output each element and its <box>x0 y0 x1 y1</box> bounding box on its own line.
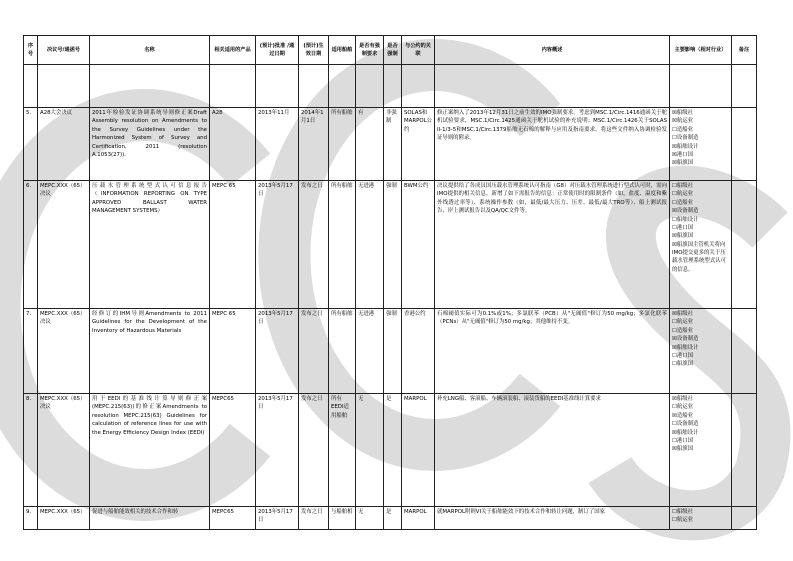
row-impact <box>670 181 732 309</box>
row-product: MEPC 65 <box>210 181 256 309</box>
row-effect-date: 2014年1月1日 <box>299 108 329 181</box>
impact-item: ☒船舶设计 <box>672 344 699 351</box>
row-scope: 所有船舶 <box>329 309 356 394</box>
table-row <box>24 507 757 530</box>
row-content: 就MARPOL附则VI关于船舶能效下的技术合作和转让问题，制订了国家 <box>435 507 670 530</box>
row-effect-date: 发布之日 <box>299 507 329 530</box>
table-row <box>24 181 757 309</box>
row-resolution: MEPC.XXX（65） <box>38 507 90 530</box>
impact-item: ☐港口国 <box>672 352 694 359</box>
impact-item: ☒船舶设计 <box>672 429 699 436</box>
header-impact: 主要影响（相对行业） <box>670 36 732 65</box>
header-remark: 备注 <box>732 36 757 65</box>
row-no: 7. <box>24 309 38 394</box>
row-mandatory: 是 <box>384 507 402 530</box>
impact-item: ☐设备制造 <box>672 135 699 142</box>
row-impact <box>670 108 732 181</box>
row-title: 压载水管理系统型式认可信息报告（INFORMATION REPORTING ON TYPE APPROVED BALLAST WATER MANAGEMENT SYSTEMS） <box>90 181 210 309</box>
row-title: 用于EEDI的基准线计算导则修正案(MEPC.215(63))的修正案Amendments to resolution MEPC.215(63) Guidelines for calculation of reference lines for use with the Energy Efficiency Design Index (EEDI) <box>90 394 210 507</box>
row-adopt-date: 2013年5月17日 <box>256 309 299 394</box>
regulation-table <box>23 35 757 530</box>
row-no: 6. <box>24 181 38 309</box>
row-remark <box>732 108 757 181</box>
row-scope: 所有船舶 <box>329 181 356 309</box>
header-adopt-date: (预计)批准 /通过日期 <box>256 36 299 65</box>
impact-item: ☒船舶设计 <box>672 143 699 150</box>
row-effect-date: 发布之日 <box>299 394 329 507</box>
row-mandatory: 强制 <box>384 181 402 309</box>
row-adopt-date: 2013年5月17日 <box>256 181 299 309</box>
impact-item: ☐造船业 <box>672 126 694 133</box>
row-adopt-date: 2013年11月 <box>256 108 299 181</box>
row-remark <box>732 394 757 507</box>
row-effect-date: 发布之日 <box>299 181 329 309</box>
row-adopt-date: 2013年5月17日 <box>256 394 299 507</box>
row-scope: 所有船舶 <box>329 108 356 181</box>
impact-item: ☐港口国 <box>672 224 694 231</box>
impact-item: ☐船旗国 <box>672 361 694 368</box>
impact-item: ☐港口国 <box>672 437 694 444</box>
row-mandatory: 是 <box>384 394 402 507</box>
header-mandatory: 是否强制 <box>384 36 402 65</box>
header-row <box>24 36 757 65</box>
header-scope: 适用船舶 <box>329 36 356 65</box>
header-content: 内容概述 <box>435 36 670 65</box>
header-no: 序号 <box>24 36 38 65</box>
row-related: 香港公约 <box>402 309 435 394</box>
row-title: 2011年检验发证协调系统导则修正案Draft Assembly resolution on Amendments to the Survey Guidelines under the Harmonized System of Survey and Certification, 2011 (resolution A.1053(27)). <box>90 108 210 181</box>
row-related: MARPOL <box>402 394 435 507</box>
impact-item: ☐船级社 <box>672 183 694 189</box>
header-effect-date: (预计)生效日期 <box>299 36 329 65</box>
impact-item: ☒船旗国 <box>672 160 694 167</box>
row-content: 石棉阈值实际可为0.1%或1%；多氯联苯（PCB）从"无阈值"修订为50 mg/kg；多氯化联苯（PCNs）从"无阈值"修订为50 mg/kg；其他维持不变。 <box>435 309 670 394</box>
row-no: 9. <box>24 507 38 530</box>
impact-item: ☐设备制造 <box>672 421 699 428</box>
impact-item: ☐航运业 <box>672 517 694 524</box>
row-related: SOLAS和MARPOL公约 <box>402 108 435 181</box>
impact-item: ☐造船业 <box>672 199 694 206</box>
impact-item: ☒造船业 <box>672 412 694 419</box>
header-product: 相关适用的产品 <box>210 36 256 65</box>
row-content: 补充LNG船、客滚船、车辆滚装船、滚装货船的EEDI基准线计算要求 <box>435 394 670 507</box>
impact-item: ☐造船业 <box>672 327 694 334</box>
row-impact <box>670 394 732 507</box>
impact-item: ☐船舶设计 <box>672 216 699 223</box>
row-effect-date: 发布之日 <box>299 309 329 394</box>
impact-item: ☐航运业 <box>672 319 694 326</box>
impact-item: ☒航运业 <box>672 118 694 125</box>
row-cert: 无进港 <box>356 181 384 309</box>
row-remark <box>732 309 757 394</box>
table-row <box>24 309 757 394</box>
row-impact <box>670 309 732 394</box>
impact-item: ☒港口国 <box>672 151 694 158</box>
impact-item: ☒设备制造 <box>672 336 699 343</box>
row-remark <box>732 507 757 530</box>
row-no: 5. <box>24 108 38 181</box>
impact-item: ☒船级社 <box>672 311 694 317</box>
impact-item: ☐航运业 <box>672 191 694 198</box>
row-cert: 无 <box>356 507 384 530</box>
impact-item: ☐船级社 <box>672 509 694 515</box>
row-title: 促进与船舶能效相关的技术合作和转 <box>90 507 210 530</box>
row-remark <box>732 181 757 309</box>
impact-item: ☒船级社 <box>672 396 694 402</box>
row-resolution: A28大会决议 <box>38 108 90 181</box>
row-mandatory: 非强制 <box>384 108 402 181</box>
row-title: 经修订的IHM导则Amendments to 2011 Guidelines for the Development of the Inventory of Hazardous Materials <box>90 309 210 394</box>
row-cert: 无 <box>356 394 384 507</box>
row-no: 8. <box>24 394 38 507</box>
row-resolution: MEPC.XXX（65）决议 <box>38 181 90 309</box>
row-content: 修正案纳入了2013年12月31日之前生效的IMO强制要求。考虑到MSC.1/Circ.1416通函关于舵机试验要求，MSC.1/Circ.1425通函关于舵机试验的补充说明；MSC.1/Circ.1426关于SOLAS II-1/3-5和MSC.1/Circ.1379船舶无石棉的解释与应用及指南要求。将这些文件纳入协调检验发证导则的附录。 <box>435 108 670 181</box>
row-resolution: MEPC.XXX（65）决议 <box>38 394 90 507</box>
impact-item: ☒船旗国 <box>672 446 694 453</box>
header-resolution: 决议号/通函号 <box>38 36 90 65</box>
header-related: 与公约的关联 <box>402 36 435 65</box>
row-mandatory: 强制 <box>384 309 402 394</box>
table-row <box>24 108 757 181</box>
impact-item: ☒设备制造 <box>672 208 699 215</box>
header-cert: 是否有强制要求 <box>356 36 384 65</box>
row-resolution: MEPC.XXX（65）决议 <box>38 309 90 394</box>
row-product: MEPC 65 <box>210 309 256 394</box>
header-title: 名称 <box>90 36 210 65</box>
row-impact <box>670 507 732 530</box>
row-cert: 无进港 <box>356 309 384 394</box>
impact-note: ☒船旗国主管机关将向IMO提交更多的关于压载水管理系统型式认可的信息。 <box>672 241 726 273</box>
row-cert: 有 <box>356 108 384 181</box>
table-row <box>24 394 757 507</box>
impact-item: ☒船级社 <box>672 110 694 116</box>
impact-item: ☐航运业 <box>672 404 694 411</box>
row-content: 决议提供给了各成员国压载水管理系统认可指南（G8）对压载水管理系统进行型式认可时，需向IMO提供的相关信息。新增了如下需报告的信息：正常使用时的限制条件（如，盐度、温度和紫外线透过率等）、系统操作参数（如，最低/最大压力、压差、最低/最大TRO等）、船上测试报告、岸上测试报告以及QA/QC文件等。 <box>435 181 670 309</box>
blank-row <box>24 65 757 108</box>
row-scope: 与船舶相 <box>329 507 356 530</box>
row-product: A28 <box>210 108 256 181</box>
impact-item: ☒船旗国 <box>672 233 694 240</box>
row-related: BWM公约 <box>402 181 435 309</box>
row-related: MARPOL <box>402 507 435 530</box>
row-adopt-date: 2013年5月17日 <box>256 507 299 530</box>
row-product: MEPC65 <box>210 507 256 530</box>
row-scope: 所有EEDI适用船舶 <box>329 394 356 507</box>
row-product: MEPC65 <box>210 394 256 507</box>
